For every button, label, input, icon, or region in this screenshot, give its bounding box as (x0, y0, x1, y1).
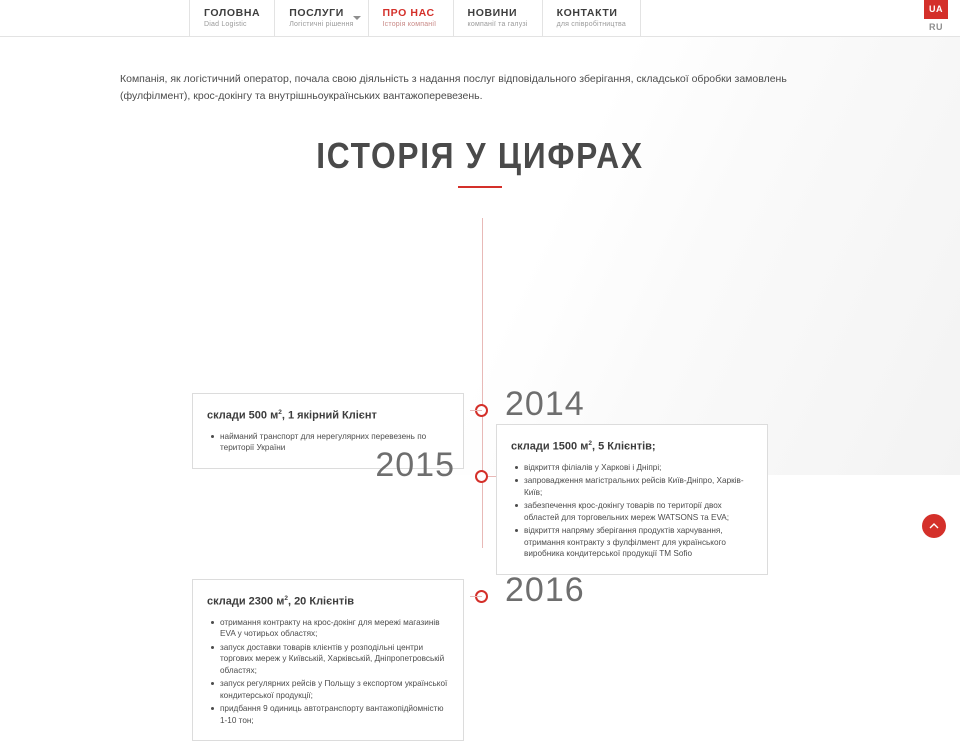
chevron-down-icon[interactable] (353, 16, 361, 20)
intro-paragraph: Компанія, як логістичний оператор, почала свою діяльність з надання послуг відповідального зберігання, складської обробки замовлень (фулфілмент), крос-докінгу та внутрішньоукраїнських вантажоперевезень. (120, 73, 787, 102)
list-item: запуск доставки товарів клієнтів у розподільні центри торгових мереж у Київській, Харківській, Дніпропетровській областях; (220, 642, 449, 677)
timeline-card-2015-heading-sup: 2 (588, 440, 592, 447)
nav-item-home-title: ГОЛОВНА (204, 6, 261, 19)
timeline-card-2015-heading-post: , 5 Клієнтів; (591, 440, 656, 453)
nav-item-home[interactable] (189, 0, 275, 36)
title-underline (458, 186, 502, 188)
language-switcher (924, 0, 948, 35)
timeline-connector-2014 (470, 410, 482, 411)
timeline-year-2016: 2016 (505, 571, 585, 609)
nav-item-news[interactable] (453, 0, 543, 36)
list-item: забезпечення крос-докінгу товарів по території двох областей для торговельних мереж WATSONS та EVA; (524, 500, 753, 523)
nav-item-contacts-subtitle: для співробітництва (556, 20, 626, 28)
page-title: ІСТОРІЯ У ЦИФРАХ (316, 135, 644, 176)
timeline-card-2014-heading-pre: склади 500 м (207, 409, 279, 422)
list-item: найманий транспорт для нерегулярних перевезень по території України (220, 431, 449, 454)
chevron-up-icon (929, 522, 939, 530)
nav-item-about-subtitle: Історія компанії (382, 20, 437, 28)
timeline-dot-2015 (475, 470, 488, 483)
list-item: відкриття філіалів у Харкові і Дніпрі; (524, 462, 753, 474)
language-option-ua[interactable]: UA (924, 0, 948, 19)
section-header (0, 135, 960, 188)
list-item: запровадження магістральних рейсів Київ-Дніпро, Харків-Київ; (524, 475, 753, 498)
history-timeline (0, 218, 960, 725)
site-header (0, 0, 960, 37)
timeline-card-2014-heading-sup: 2 (278, 409, 282, 416)
timeline-card-2016-heading-post: , 20 Клієнтів (287, 595, 355, 608)
timeline-card-2016-heading-pre: склади 2300 м (207, 595, 285, 608)
main-navigation (190, 0, 641, 36)
nav-item-about-title: ПРО НАС (382, 6, 435, 19)
list-item: відкриття напряму зберігання продуктів харчування, отримання контракту з фулфілмент для українського виробника кондитерської продукції ТМ Sofio (524, 525, 753, 560)
timeline-card-2016 (192, 579, 464, 741)
nav-item-news-title: НОВИНИ (467, 6, 518, 19)
nav-item-news-subtitle: компанії та галузі (467, 20, 528, 28)
timeline-axis (482, 218, 483, 548)
nav-item-services-title: ПОСЛУГИ (289, 6, 344, 19)
nav-item-about[interactable] (368, 0, 454, 36)
nav-item-services[interactable] (274, 0, 368, 36)
timeline-card-2015-heading-pre: склади 1500 м (511, 440, 589, 453)
timeline-card-2014-heading-post: , 1 якірний Клієнт (281, 409, 377, 422)
timeline-card-2014-heading (207, 406, 449, 423)
timeline-year-2015: 2015 (375, 446, 455, 484)
list-item: придбання 9 одиниць автотранспорту вантажопідйомністю 1-10 тон; (220, 703, 449, 726)
timeline-card-2015 (496, 424, 768, 575)
timeline-card-2015-list (511, 462, 753, 560)
language-option-ru[interactable]: RU (929, 22, 943, 32)
timeline-card-2016-heading-sup: 2 (284, 595, 288, 602)
nav-item-services-subtitle: Логістичні рішення (289, 20, 354, 28)
list-item: отримання контракту на крос-докінг для мережі магазинів EVA у чотирьох областях; (220, 617, 449, 640)
timeline-card-2016-heading (207, 592, 449, 609)
timeline-card-2016-list (207, 617, 449, 727)
nav-item-home-subtitle: Diad Logistic (204, 20, 247, 28)
nav-item-contacts[interactable] (542, 0, 641, 36)
list-item: запуск регулярних рейсів у Польщу з експортом української кондитерської продукції; (220, 679, 448, 700)
nav-item-contacts-title: КОНТАКТИ (556, 6, 618, 19)
timeline-card-2015-heading (511, 437, 753, 454)
scroll-to-top-button[interactable] (922, 514, 946, 538)
timeline-year-2014: 2014 (505, 385, 585, 423)
timeline-connector-2016 (470, 596, 482, 597)
